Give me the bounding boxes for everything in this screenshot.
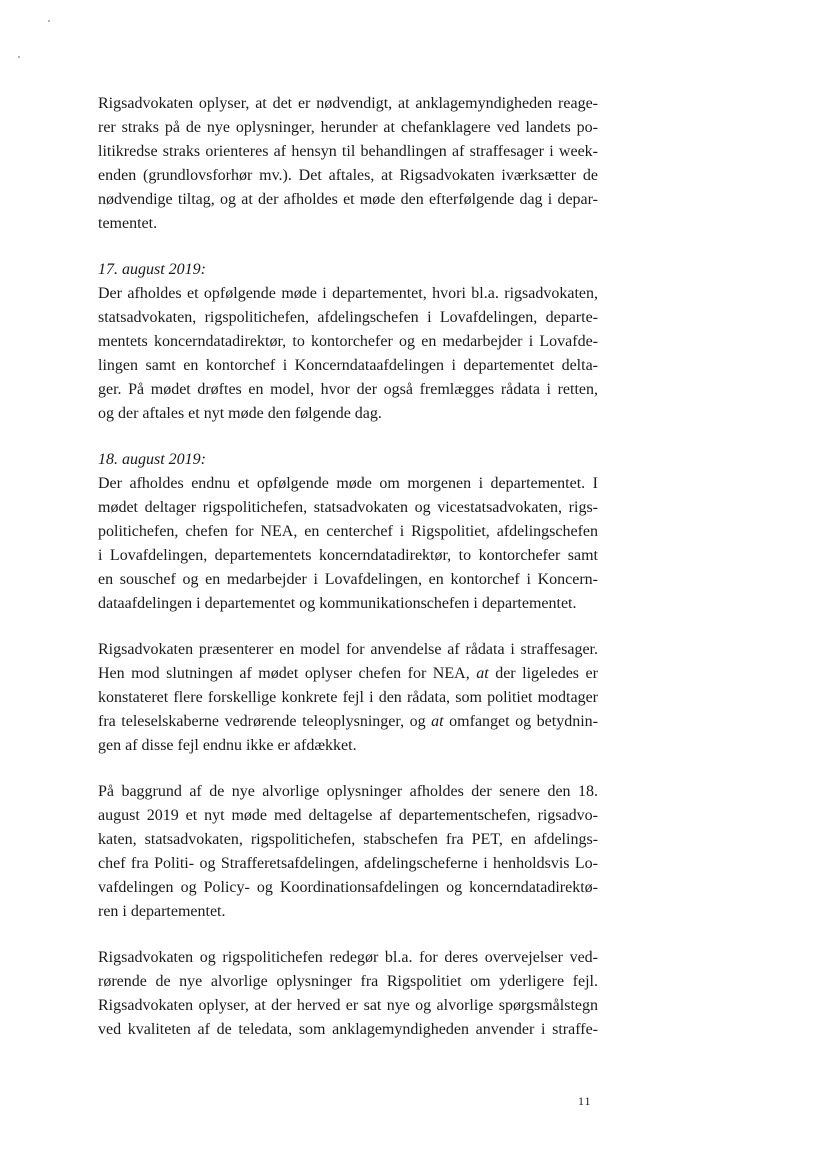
text-line: august 2019 et nyt møde med deltagelse af departementschefen, rigsadvo- [98,807,598,824]
text-line: Der afholdes et opfølgende møde i departementet, hvori bl.a. rigsadvokaten, [98,285,598,302]
text-line: På baggrund af de nye alvorlige oplysninger afholdes der senere den 18. [98,783,598,800]
text-line: gen af disse fejl endnu ikke er afdækket. [98,737,357,754]
text-span: Hen mod slutningen af mødet oplyser chefen for NEA, [98,665,477,682]
text-line: en souschef og en medarbejder i Lovafdelingen, en kontorchef i Koncern- [98,571,598,588]
section-heading-aug18: 18. august 2019: [98,451,206,468]
scan-speck [18,56,20,58]
text-line: katen, statsadvokaten, rigspolitichefen, stabschefen fra PET, en afdelings- [98,831,598,848]
text-line: chef fra Politi- og Strafferetsafdelingen, afdelingscheferne i henholdsvis Lo- [98,855,598,872]
text-line [98,662,598,686]
text-line: ren i departementet. [98,903,226,920]
text-line: i Lovafdelingen, departementets koncerndatadirektør, to kontorchefer samt [98,547,598,564]
text-line: enden (grundlovsforhør mv.). Det aftales, at Rigsadvokaten iværksætter de [98,167,598,184]
paragraph-considerations [98,946,598,1042]
text-line: Rigsadvokaten oplyser, at det er nødvendigt, at anklagemyndigheden reage- [98,95,598,112]
paragraph-aug17-meeting [98,282,598,426]
text-line: konstateret flere forskellige konkrete fejl i den rådata, som politiet modtager [98,689,598,706]
text-line: ved kvaliteten af de teledata, som anklagemyndigheden anvender i straffe- [98,1021,598,1038]
paragraph-aug18-meeting [98,472,598,616]
text-line: politichefen, chefen for NEA, en centerchef i Rigspolitiet, afdelingschefen [98,523,598,540]
text-line: mentets koncerndatadirektør, to kontorchefer og en medarbejder i Lovafde- [98,333,598,350]
text-line: dataafdelingen i departementet og kommunikationschefen i departementet. [98,595,577,612]
emphasis: at [476,665,489,682]
text-line: Rigsadvokaten og rigspolitichefen redegør bl.a. for deres overvejelser ved- [98,949,598,966]
page-number: 11 [578,1094,592,1108]
text-line: tementet. [98,215,158,232]
text-line [98,710,598,734]
text-line: mødet deltager rigspolitichefen, statsadvokaten og vicestatsadvokaten, rigs- [98,499,598,516]
text-line: ger. På mødet drøftes en model, hvor der også fremlægges rådata i retten, [98,381,598,398]
text-line: vafdelingen og Policy- og Koordinationsafdelingen og koncerndatadirektø- [98,879,598,896]
paragraph-model-presentation [98,638,598,758]
text-line: litikredse straks orienteres af hensyn til behandlingen af straffesager i week- [98,143,598,160]
text-line: statsadvokaten, rigspolitichefen, afdelingschefen i Lovafdelingen, departe- [98,309,598,326]
section-heading-aug17: 17. august 2019: [98,261,206,278]
text-span: fra teleselskaberne vedrørende teleoplysninger, og [98,713,432,730]
text-line: og der aftales et nyt møde den følgende dag. [98,405,382,422]
page-body [98,92,598,1042]
text-line: nødvendige tiltag, og at der afholdes et møde den efterfølgende dag i depar- [98,191,598,208]
text-span: omfanget og betydnin- [443,713,598,730]
text-span: der ligeledes er [488,665,598,682]
text-line: rørende de nye alvorlige oplysninger fra Rigspolitiet om yderligere fejl. [98,973,598,990]
text-line: Der afholdes endnu et opfølgende møde om morgenen i departementet. I [98,475,598,492]
text-line: rer straks på de nye oplysninger, herunder at chefanklagere ved landets po- [98,119,598,136]
paragraph-new-meeting [98,780,598,924]
emphasis: at [431,713,444,730]
text-line: Rigsadvokaten oplyser, at der herved er sat nye og alvorlige spørgsmålstegn [98,997,598,1014]
text-line: Rigsadvokaten præsenterer en model for anvendelse af rådata i straffesager. [98,641,598,658]
scan-speck [48,20,50,22]
paragraph-rigsadvokaten-reaction [98,92,598,236]
text-line: lingen samt en kontorchef i Koncerndataafdelingen i departementet delta- [98,357,598,374]
